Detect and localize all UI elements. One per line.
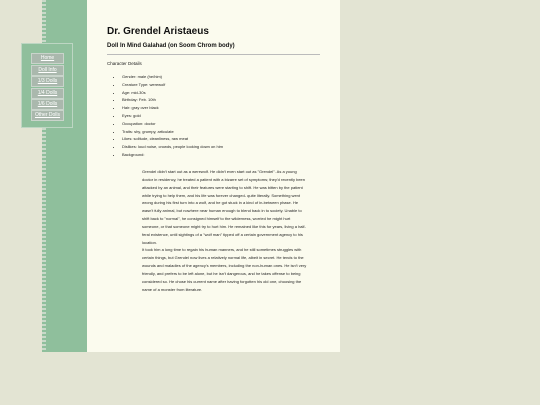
page-title: Dr. Grendel Aristaeus: [107, 26, 209, 37]
page-subtitle: Doll In Mind Galahad (on Soom Chrom body): [107, 43, 235, 49]
detail-occupation: • Occupation: doctor: [122, 120, 223, 128]
background-paragraph-2: It took him a long time to regain his human manners, and he still sometimes struggles with certain things, but Grendel now lives a relatively normal life, albeit in secret. He tends to the wounds and maladies of the agency's members, including the non-human ones. He isn't very friendly, and prefers to be left alone, but he isn't dangerous, and he takes offense to being considered so. He chose his current name after having forgotten his old one, choosing the name of a monster from literature.: [142, 247, 307, 292]
details-list: [115, 73, 223, 159]
section-label: Character Details: [107, 61, 142, 66]
detail-hair: • Hair: gray over black: [122, 104, 223, 112]
detail-eyes: • Eyes: gold: [122, 112, 223, 120]
detail-background: • Background:: [122, 151, 223, 159]
divider: [107, 54, 320, 55]
detail-creature: • Creature Type: werewolf: [122, 81, 223, 89]
nav-item-other-dolls[interactable]: Other Dolls: [31, 110, 64, 121]
detail-age: • Age: mid-30s: [122, 89, 223, 97]
detail-likes: • Likes: solitude, cleanliness, raw meat: [122, 135, 223, 143]
background-text: [142, 168, 307, 294]
detail-gender: • Gender: male (he/him): [122, 73, 223, 81]
background-paragraph-1: Grendel didn't start out as a werewolf. He didn't even start out as "Grendel". As a young doctor in residency, he treated a patient with a bizarre set of symptoms; they'd recently been attacked by an animal, and their features were starting to shift. He was bitten by the patient while trying to help them, and his life was forever changed- quite literally. Something went wrong during his first turn into a wolf, and he got stuck in a kind of in-between phase. He wasn't fully animal, but nowhere near human enough to blend back in to society. Unable to shift back to "normal", he consigned himself to the wilderness, worried he might hurt someone, or that someone might try to hurt him. He remained like this for years, living a half-feral existence, until sightings of a "wolf man" tipped off a certain government agency to his location.: [142, 169, 306, 245]
nav-item-1-4-dolls[interactable]: 1/4 Dolls: [31, 88, 64, 99]
nav-item-1-6-dolls[interactable]: 1/6 Dolls: [31, 99, 64, 110]
nav-menu: [21, 43, 73, 128]
content-panel: [87, 0, 340, 352]
nav-item-home[interactable]: Home: [31, 53, 64, 64]
nav-item-doll-info[interactable]: Doll Info: [31, 65, 64, 76]
detail-traits: • Traits: shy, grumpy, articulate: [122, 128, 223, 136]
detail-dislikes: • Dislikes: loud noise, crowds, people looking down on him: [122, 143, 223, 151]
nav-item-1-3-dolls[interactable]: 1/3 Dolls: [31, 76, 64, 87]
detail-birthday: • Birthday: Feb. 10th: [122, 96, 223, 104]
